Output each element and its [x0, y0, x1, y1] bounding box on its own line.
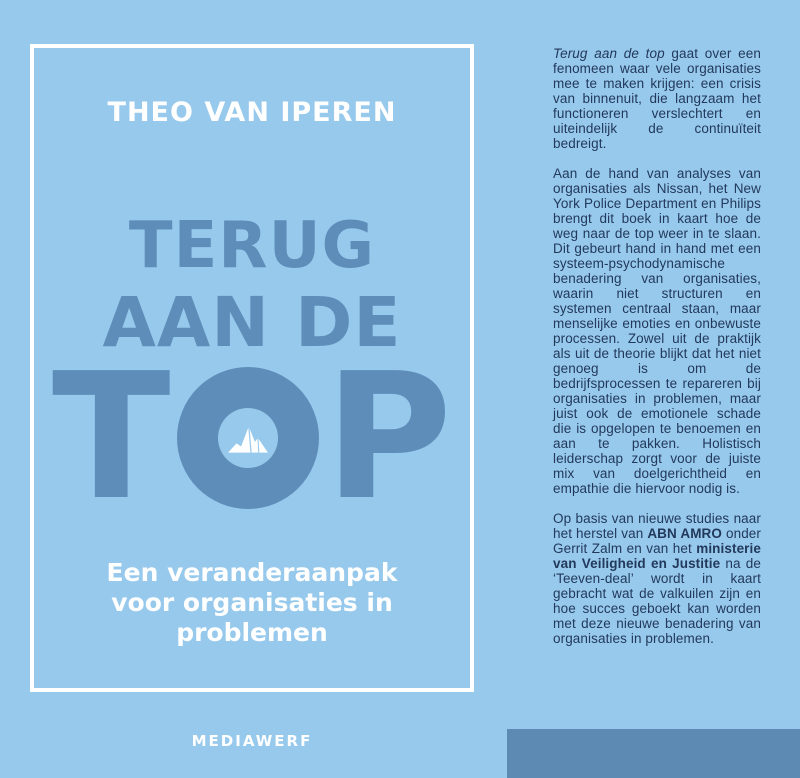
- ministerie-bold: ministerie van Veiligheid en Justitie: [553, 541, 761, 571]
- title-line-top: [30, 336, 474, 539]
- back-cover-text: [553, 46, 761, 661]
- subtitle-line-1: Een veranderaanpak: [106, 558, 398, 587]
- title-line-aan-de: AAN DE: [102, 283, 402, 363]
- bottom-accent-bar: [507, 729, 800, 778]
- mountain-icon: [225, 420, 271, 456]
- abn-amro-bold: ABN AMRO: [647, 526, 722, 541]
- subtitle-line-3: problemen: [176, 618, 328, 647]
- title-letter-o: [177, 367, 319, 509]
- subtitle-line-2: voor organisaties in: [111, 588, 393, 617]
- title-line-terug: TERUG: [128, 209, 376, 283]
- publisher-logo: MEDIAWERF: [191, 732, 313, 750]
- title-letter-o-center: [218, 408, 278, 468]
- title-letter-p: P: [324, 336, 453, 539]
- subtitle: [30, 558, 474, 648]
- back-paragraph-1: [553, 46, 761, 151]
- author-name: THEO VAN IPEREN: [107, 97, 397, 128]
- title-letter-t: T: [51, 336, 171, 539]
- paragraph-3-text-b: onder Gerrit Zalm en van het: [553, 526, 762, 556]
- paragraph-3-text-c: na de ‘Teeven-deal’ wordt in kaart gebracht wat de valkuilen zijn en hoe succes geboekt kan worden met deze nieuwe benadering van organisaties in problemen.: [553, 556, 761, 646]
- back-paragraph-3: [553, 511, 761, 646]
- paragraph-3-text-a: Op basis van nieuwe studies naar het herstel van: [553, 511, 761, 541]
- book-title-reference: Terug aan de top: [553, 46, 665, 61]
- paragraph-1-text: gaat over een fenomeen waar vele organisaties mee te maken krijgen: een crisis van binnenuit, die langzaam het functioneren verslechtert en uiteindelijk de continuïteit bedreigt.: [553, 46, 761, 151]
- back-paragraph-2: Aan de hand van analyses van organisaties als Nissan, het New York Police Department en Philips brengt dit boek in kaart hoe de weg naar de top weer in te slaan. Dit gebeurt hand in hand met een systeem-psychodynamische benadering van organisaties, waarin niet structuren en systemen centraal staan, maar menselijke emoties en onbewuste processen. Zowel uit de praktijk als uit de theorie blijkt dat het niet genoeg is om de bedrijfsprocessen te repareren bij organisaties in problemen, maar juist ook de emotionele schade die is opgelopen te benoemen en aan te pakken. Holistisch leiderschap zorgt voor de juiste mix van doelgerichtheid en empathie die hiervoor nodig is.: [553, 166, 761, 496]
